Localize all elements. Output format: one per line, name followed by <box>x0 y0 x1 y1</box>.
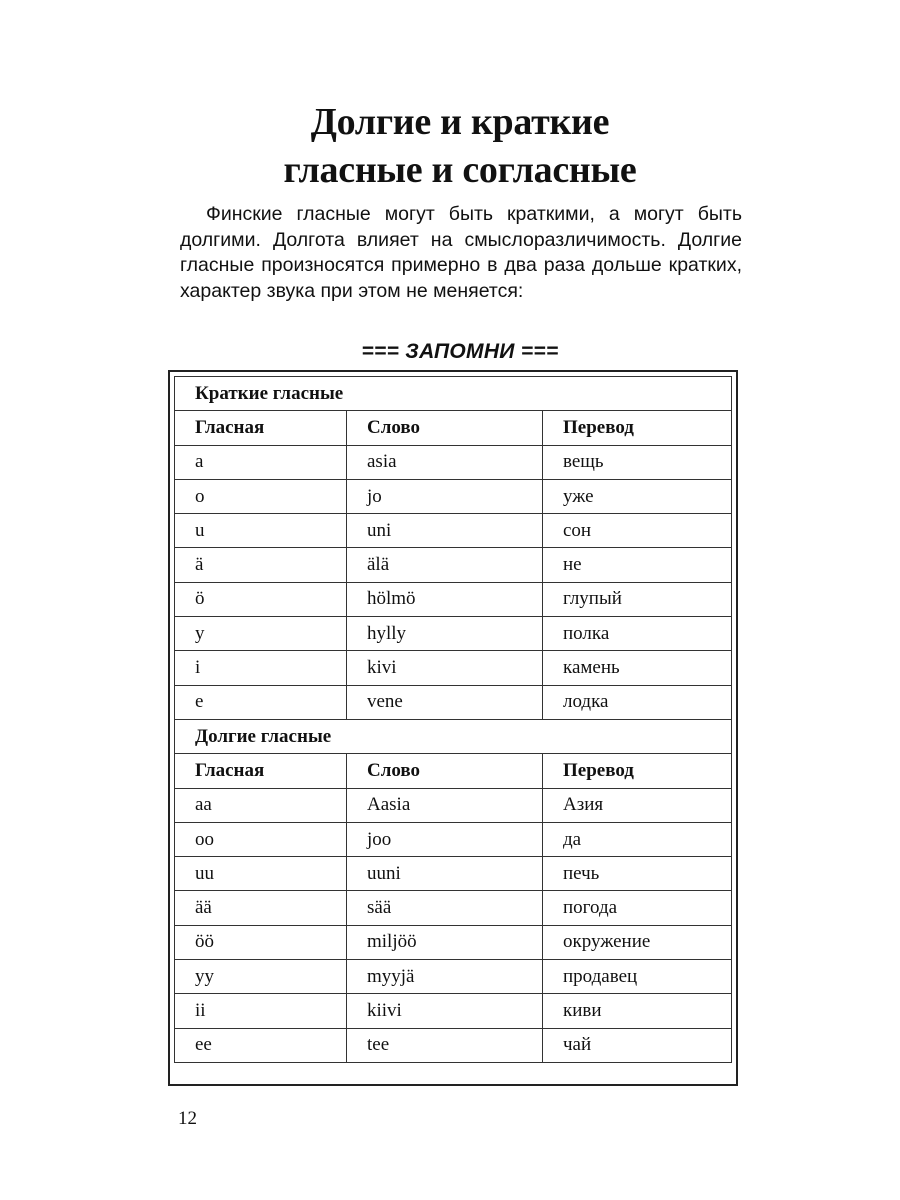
translation-cell: да <box>543 822 732 856</box>
vowel-table <box>174 376 732 1063</box>
vowel-cell: i <box>175 651 347 685</box>
word-cell: uuni <box>347 857 543 891</box>
translation-cell: камень <box>543 651 732 685</box>
column-header-vowel: Гласная <box>175 754 347 788</box>
column-header-translation: Перевод <box>543 411 732 445</box>
column-header-word: Слово <box>347 754 543 788</box>
translation-cell: киви <box>543 994 732 1028</box>
translation-cell: вещь <box>543 445 732 479</box>
word-cell: älä <box>347 548 543 582</box>
vowel-cell: u <box>175 514 347 548</box>
translation-cell: сон <box>543 514 732 548</box>
table-row <box>175 960 732 994</box>
word-cell: sää <box>347 891 543 925</box>
header-row-short <box>175 411 732 445</box>
table-row <box>175 514 732 548</box>
vowel-cell: ää <box>175 891 347 925</box>
vowel-cell: aa <box>175 788 347 822</box>
word-cell: asia <box>347 445 543 479</box>
table-row <box>175 891 732 925</box>
vowel-cell: ä <box>175 548 347 582</box>
table-row <box>175 994 732 1028</box>
section-row-short <box>175 377 732 411</box>
word-cell: kiivi <box>347 994 543 1028</box>
section-title-short: Краткие гласные <box>175 377 732 411</box>
table-row <box>175 651 732 685</box>
translation-cell: не <box>543 548 732 582</box>
translation-cell: глупый <box>543 582 732 616</box>
vowel-cell: o <box>175 479 347 513</box>
intro-paragraph: Финские гласные могут быть краткими, а могут быть долгими. Долгота влияет на смыслоразличимость. Долгие гласные произносятся примерно в два раза дольше кратких, характер звука при этом не меняется: <box>180 203 742 302</box>
vowel-cell: y <box>175 617 347 651</box>
table-row <box>175 788 732 822</box>
table-row <box>175 582 732 616</box>
vowel-cell: oo <box>175 822 347 856</box>
page-title <box>0 98 900 194</box>
word-cell: kivi <box>347 651 543 685</box>
word-cell: uni <box>347 514 543 548</box>
section-title-long: Долгие гласные <box>175 719 732 753</box>
header-row-long <box>175 754 732 788</box>
translation-cell: уже <box>543 479 732 513</box>
word-cell: tee <box>347 1028 543 1062</box>
word-cell: jo <box>347 479 543 513</box>
translation-cell: чай <box>543 1028 732 1062</box>
vowel-cell: uu <box>175 857 347 891</box>
table-row <box>175 445 732 479</box>
word-cell: myyjä <box>347 960 543 994</box>
table-row <box>175 925 732 959</box>
translation-cell: лодка <box>543 685 732 719</box>
table-row <box>175 617 732 651</box>
column-header-translation: Перевод <box>543 754 732 788</box>
table-row <box>175 685 732 719</box>
section-row-long <box>175 719 732 753</box>
vowel-cell: e <box>175 685 347 719</box>
table-row <box>175 548 732 582</box>
translation-cell: Азия <box>543 788 732 822</box>
translation-cell: полка <box>543 617 732 651</box>
table-row <box>175 1028 732 1062</box>
page-number: 12 <box>178 1108 197 1129</box>
vowel-cell: a <box>175 445 347 479</box>
vowel-cell: öö <box>175 925 347 959</box>
translation-cell: погода <box>543 891 732 925</box>
title-line-2: гласные и согласные <box>283 149 637 191</box>
translation-cell: продавец <box>543 960 732 994</box>
word-cell: joo <box>347 822 543 856</box>
vowel-table-frame <box>168 370 738 1086</box>
word-cell: hylly <box>347 617 543 651</box>
column-header-vowel: Гласная <box>175 411 347 445</box>
word-cell: Aasia <box>347 788 543 822</box>
word-cell: vene <box>347 685 543 719</box>
word-cell: hölmö <box>347 582 543 616</box>
remember-heading: === ЗАПОМНИ === <box>361 340 559 363</box>
word-cell: miljöö <box>347 925 543 959</box>
table-row <box>175 479 732 513</box>
vowel-cell: ö <box>175 582 347 616</box>
column-header-word: Слово <box>347 411 543 445</box>
table-row <box>175 822 732 856</box>
vowel-cell: yy <box>175 960 347 994</box>
translation-cell: окружение <box>543 925 732 959</box>
table-row <box>175 857 732 891</box>
vowel-cell: ii <box>175 994 347 1028</box>
title-line-1: Долгие и краткие <box>310 101 610 143</box>
vowel-cell: ee <box>175 1028 347 1062</box>
translation-cell: печь <box>543 857 732 891</box>
